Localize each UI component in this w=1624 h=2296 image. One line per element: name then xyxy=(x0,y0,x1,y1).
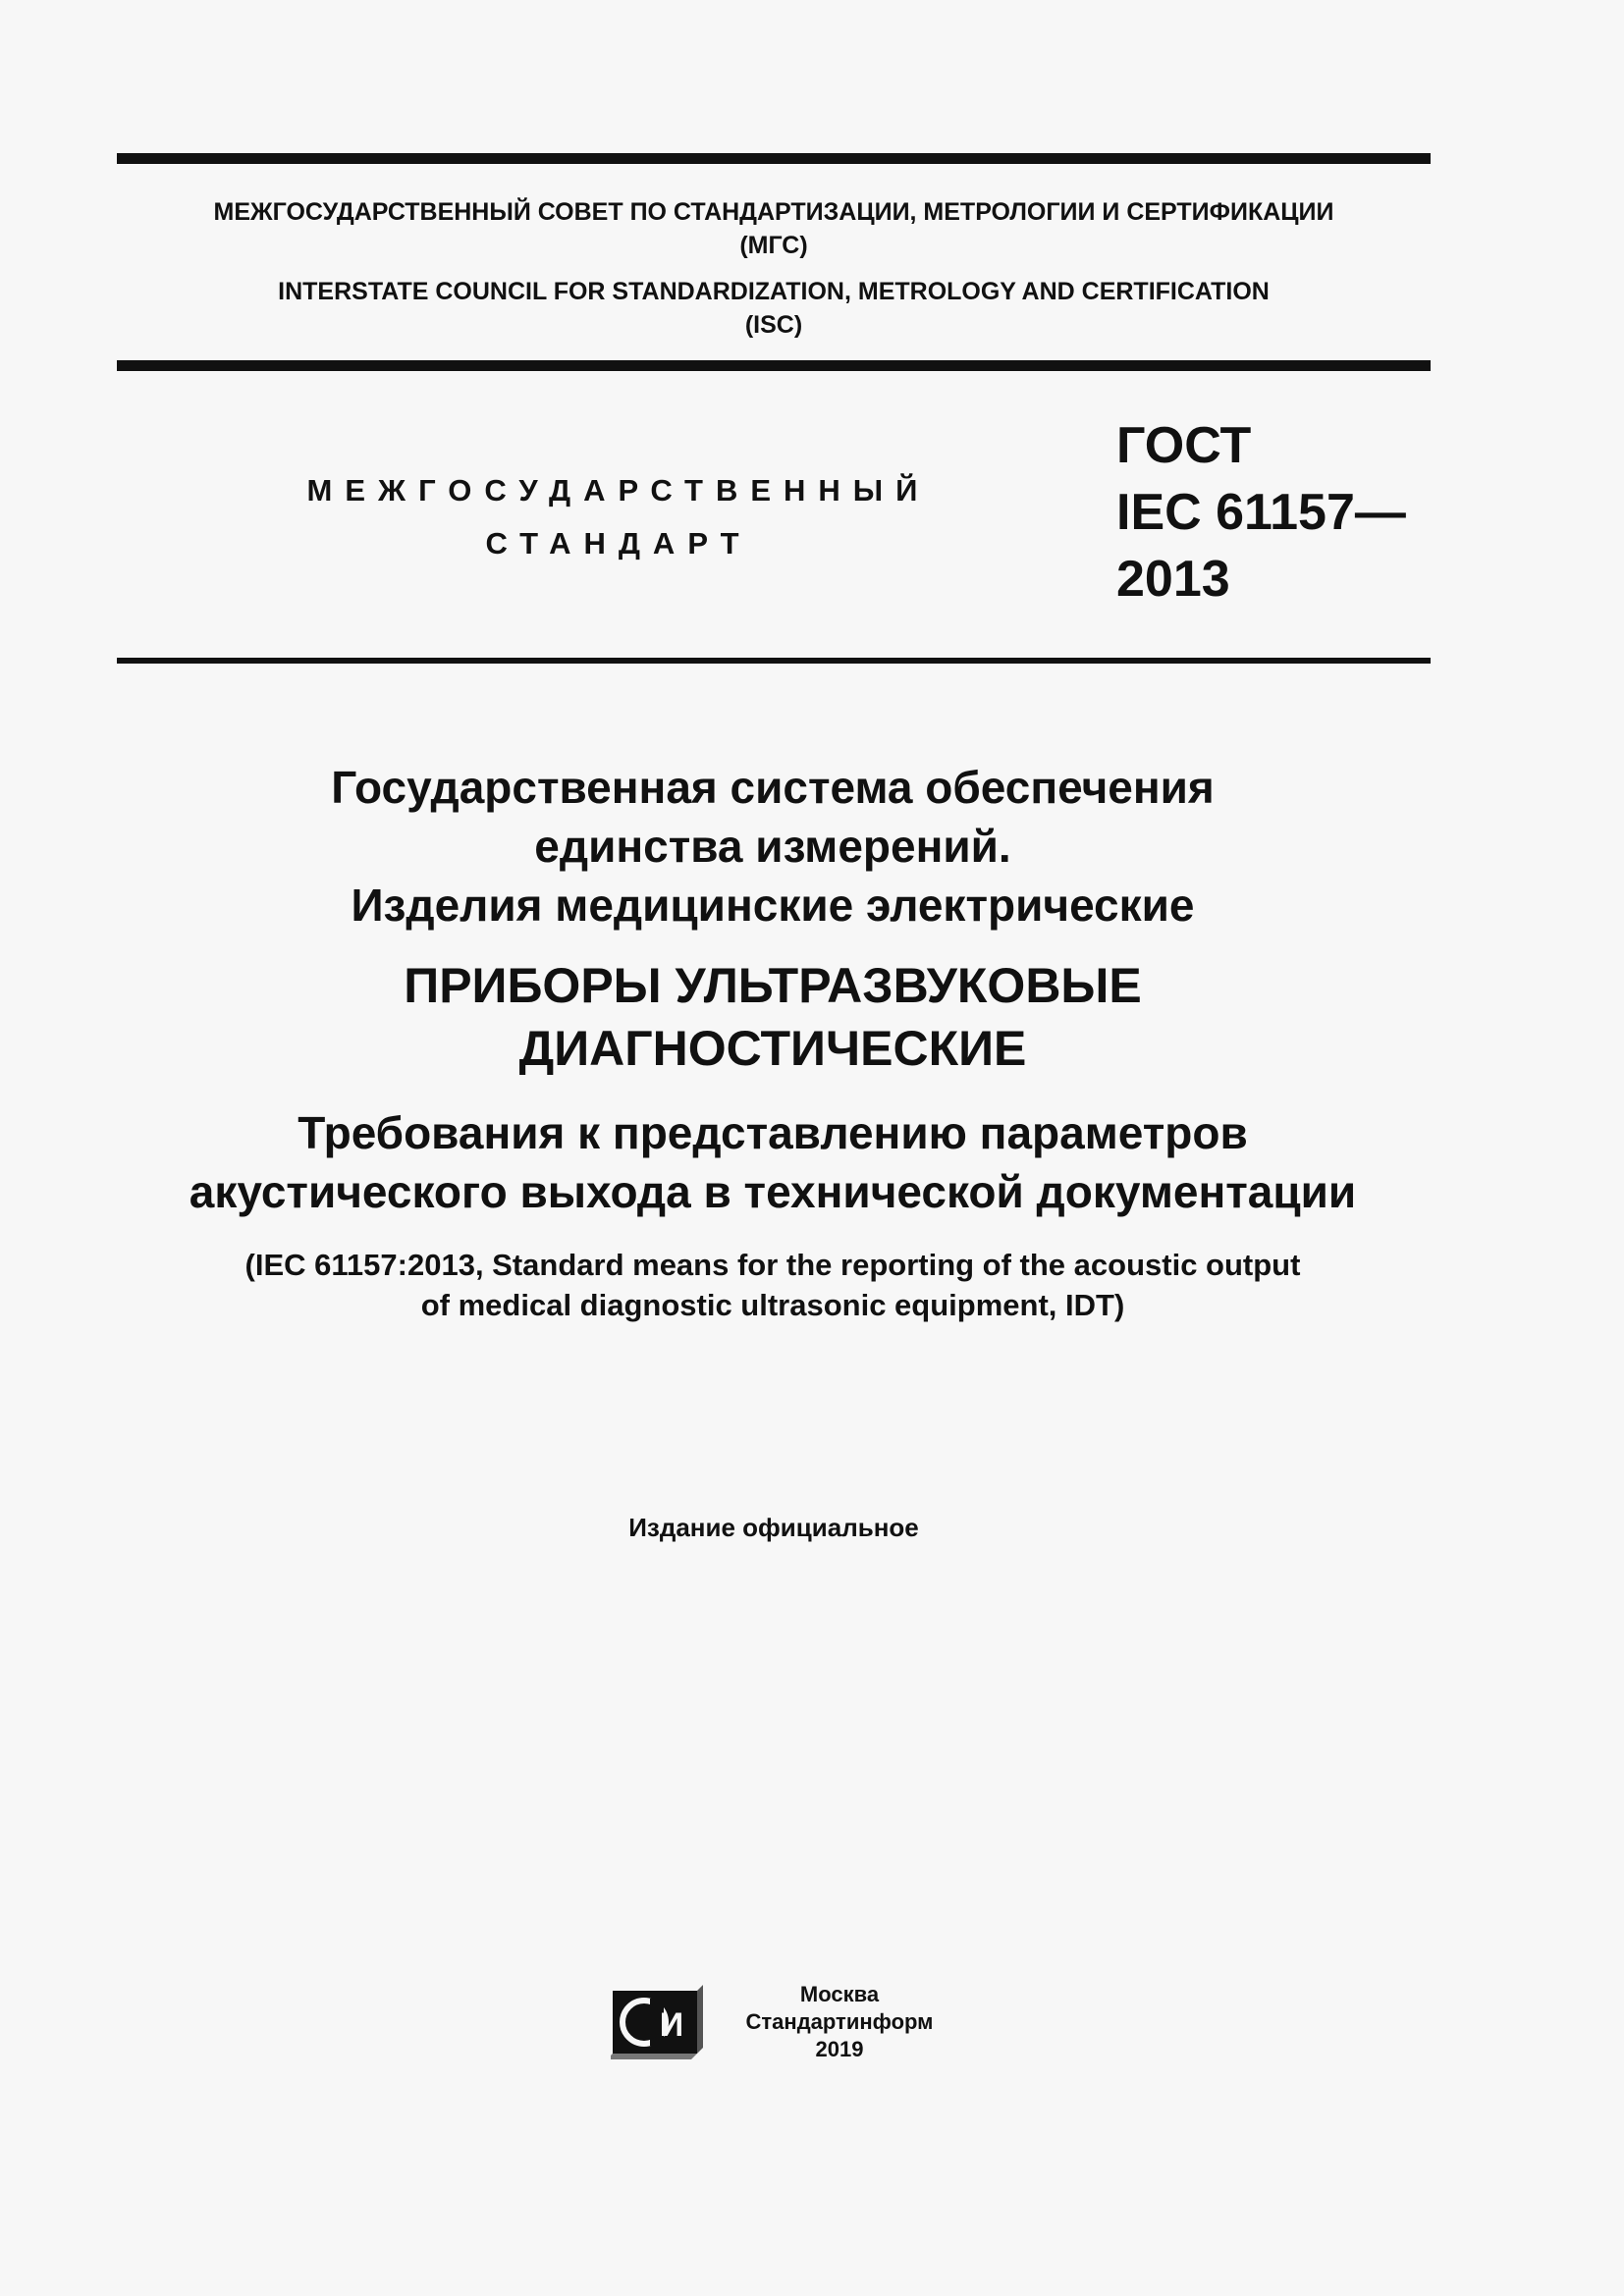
council-block xyxy=(117,195,1431,342)
main-title-line2: ДИАГНОСТИЧЕСКИЕ xyxy=(518,1021,1027,1076)
designation-line2: IEC 61157— xyxy=(1116,484,1406,541)
council-ru-name: МЕЖГОСУДАРСТВЕННЫЙ СОВЕТ ПО СТАНДАРТИЗАЦИИ, МЕТРОЛОГИИ И СЕРТИФИКАЦИИ xyxy=(213,198,1334,226)
publisher-name: Стандартинформ xyxy=(745,2009,934,2034)
designation-bottom-rule xyxy=(117,658,1431,664)
council-en-abbr: (ISC) xyxy=(744,311,803,339)
main-title-line1: ПРИБОРЫ УЛЬТРАЗВУКОВЫЕ xyxy=(404,958,1142,1013)
council-bottom-rule xyxy=(117,360,1431,371)
edition-label: Издание официальное xyxy=(628,1513,919,1542)
standard-kind-line1: МЕЖГОСУДАРСТВЕННЫЙ xyxy=(306,473,931,507)
subtitle-line1: Требования к представлению параметров xyxy=(298,1107,1248,1158)
designation-line1: ГОСТ xyxy=(1116,417,1252,474)
document-title xyxy=(59,758,1487,1325)
council-en-name: INTERSTATE COUNCIL FOR STANDARDIZATION, METROLOGY AND CERTIFICATION xyxy=(278,278,1270,305)
title-line2: единства измерений. xyxy=(534,821,1011,872)
standard-designation xyxy=(1116,412,1406,613)
standartinform-logo-icon xyxy=(611,1985,703,2059)
title-line1: Государственная система обеспечения xyxy=(331,762,1215,813)
original-title-line2: of medical diagnostic ultrasonic equipment, IDT) xyxy=(420,1288,1125,1322)
council-ru-abbr: (МГС) xyxy=(739,232,808,259)
standard-kind xyxy=(295,464,943,570)
designation-line3: 2013 xyxy=(1116,551,1230,608)
standard-kind-line2: СТАНДАРТ xyxy=(485,526,752,561)
publisher-year: 2019 xyxy=(815,2037,864,2061)
original-title-line1: (IEC 61157:2013, Standard means for the reporting of the acoustic output xyxy=(244,1248,1301,1282)
top-rule xyxy=(117,153,1431,164)
publisher-info xyxy=(722,1981,957,2063)
svg-text:И: И xyxy=(659,2006,684,2044)
title-line3: Изделия медицинские электрические xyxy=(351,880,1195,931)
publisher-city: Москва xyxy=(799,1982,880,2006)
subtitle-line2: акустического выхода в технической документации xyxy=(189,1166,1357,1217)
